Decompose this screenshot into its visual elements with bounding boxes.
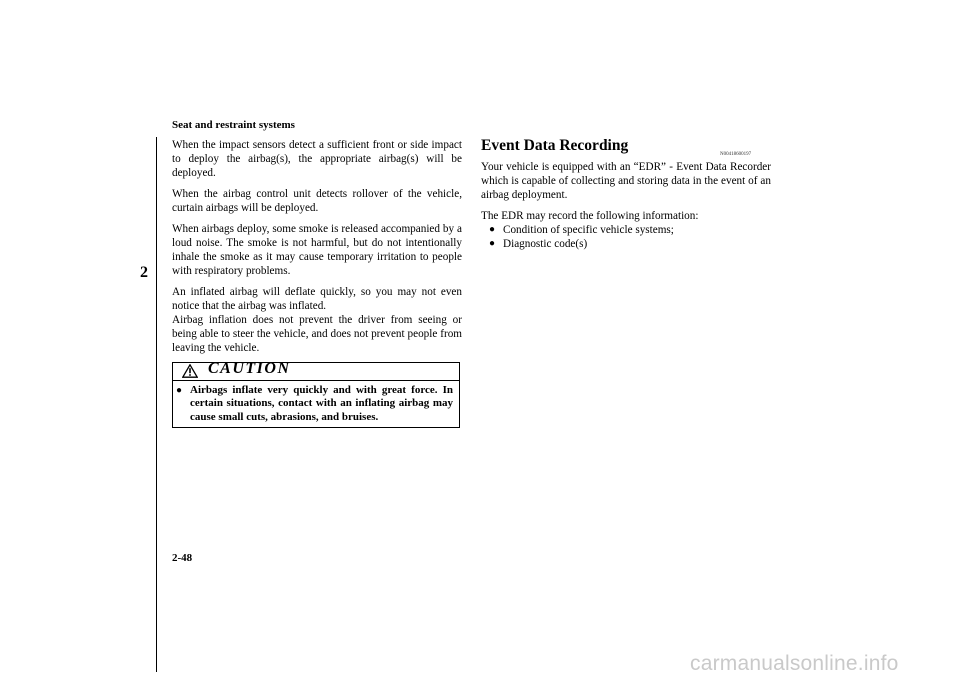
document-code: N00418600197	[720, 152, 752, 157]
chapter-tab	[140, 137, 157, 672]
caution-title: CAUTION	[208, 360, 291, 377]
edr-info-list	[481, 223, 771, 251]
caution-text: Airbags inflate very quickly and with great force. In certain situations, contact with an inflating airbag may cause small cuts, abrasions, and bruises.	[190, 384, 453, 423]
bullet-icon: ●	[489, 238, 496, 249]
paragraph-deflate: An inflated airbag will deflate quickly, so you may not even notice that the airbag was inflated.	[172, 286, 462, 312]
caution-box	[172, 362, 460, 428]
bullet-icon: ●	[176, 385, 183, 396]
paragraph-smoke: When airbags deploy, some smoke is released accompanied by a loud noise. The smoke is not harmful, but do not intentionally inhale the smoke as it may cause temporary irritation to people with respiratory problems.	[172, 223, 462, 277]
list-item	[481, 223, 771, 237]
caution-body	[173, 381, 459, 427]
list-item-text: Condition of specific vehicle systems;	[503, 224, 674, 236]
left-column	[172, 138, 462, 428]
list-item	[481, 237, 771, 251]
section-title: Seat and restraint systems	[172, 119, 295, 131]
paragraph-edr: Your vehicle is equipped with an “EDR” - Event Data Recorder which is capable of collecting and storing data in the event of an airbag deployment.	[481, 161, 771, 201]
bullet-icon: ●	[489, 224, 496, 235]
heading-event-data-recording: Event Data Recording	[481, 137, 629, 154]
chapter-number: 2	[140, 264, 148, 281]
paragraph-inflation: Airbag inflation does not prevent the driver from seeing or being able to steer the vehicle, and does not prevent people from leaving the vehicle.	[172, 314, 462, 354]
paragraph-rollover: When the airbag control unit detects rollover of the vehicle, curtain airbags will be deployed.	[172, 188, 462, 214]
list-intro: The EDR may record the following information:	[481, 210, 699, 222]
page-number: 2-48	[172, 552, 193, 564]
watermark: carmanualsonline.info	[690, 652, 899, 675]
caution-header	[173, 360, 459, 381]
warning-triangle-icon	[182, 364, 198, 378]
list-item-text: Diagnostic code(s)	[503, 238, 588, 250]
right-column	[481, 160, 771, 251]
paragraph-impact-sensors: When the impact sensors detect a sufficient front or side impact to deploy the airbag(s), the appropriate airbag(s) will be deployed.	[172, 139, 462, 179]
